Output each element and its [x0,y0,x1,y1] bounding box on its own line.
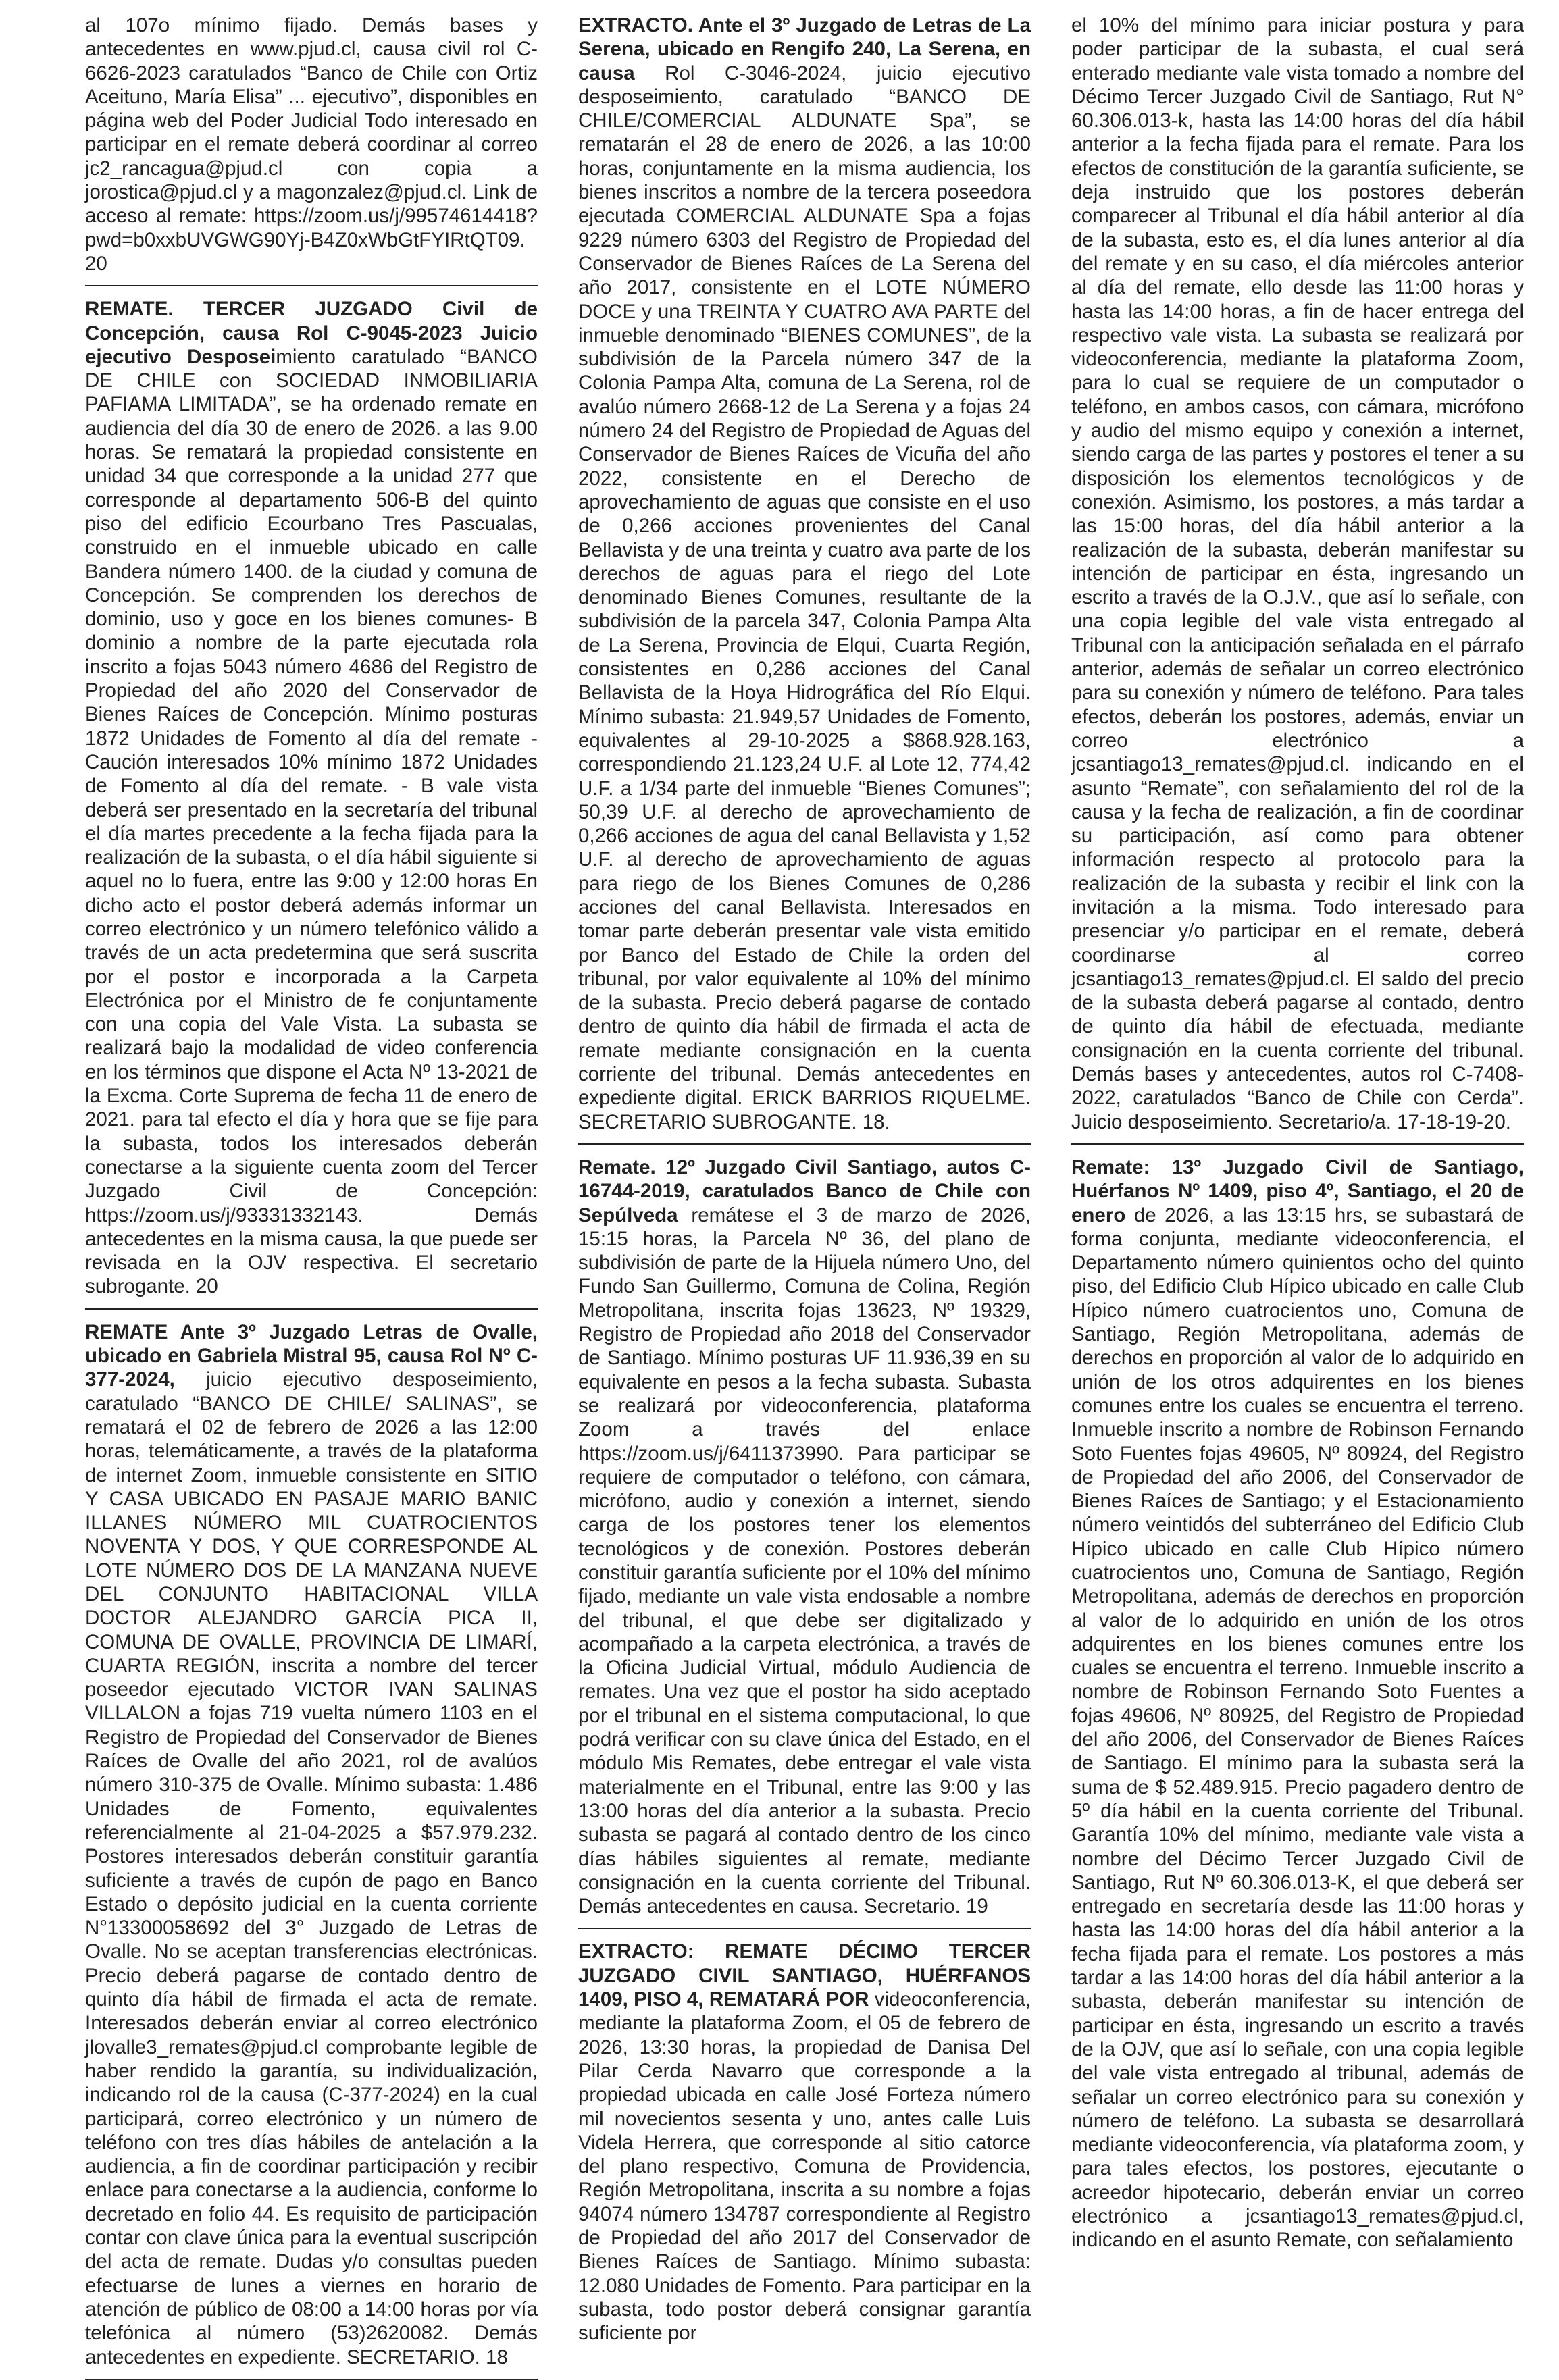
notice-lead: EXTRACTO: REMATE DÉCIMO TERCER JUZGADO CIVIL SANTIAGO, HUÉRFANOS 1409, PISO 4, REMATARÁ POR [578,1940,1031,2011]
notice-continuation-13-santiago [1071,14,1524,1134]
column-1 [85,14,538,2369]
notice-separator [85,1308,538,1310]
notice-body: juicio ejecutivo desposeimiento, caratulado “BANCO DE CHILE/ SALINAS”, se rematará el 02 de febrero de 2026 a las 12:00 horas, telemáticamente, a través de la plataforma de internet Zoom, inmueble consistente en SITIO Y CASA UBICADO EN PASAJE MARIO BANIC ILLANES NÚMERO MIL CUATROCIENTOS NOVENTA Y DOS, Y QUE CORRESPONDE AL LOTE NÚMERO DOS DE LA MANZANA NUEVE DEL CONJUNTO HABITACIONAL VILLA DOCTOR ALEJANDRO GARCÍA PICA II, COMUNA DE OVALLE, PROVINCIA DE LIMARÍ, CUARTA REGIÓN, inscrita a nombre del tercer poseedor ejecutado VICTOR IVAN SALINAS VILLALON a fojas 719 vuelta número 1103 en el Registro de Propiedad del Conservador de Bienes Raíces de Ovalle del año 2021, rol de avalúos número 310-375 de Ovalle. Mínimo subasta: 1.486 Unidades de Fomento, equivalentes referencialmente al 21-04-2025 a $57.979.232. Postores interesados deberán constituir garantía suficiente a través de cupón de pago en Banco Estado o depósito judicial en la cuenta corriente N°13300058692 del 3° Juzgado de Letras de Ovalle. No se aceptan transferencias electrónicas. Precio deberá pagarse de contado dentro de quinto día hábil de firmada el acta de remate. Interesados deberán enviar al correo electrónico jlovalle3_remates@pjud.cl comprobante legible de haber rendido la garantía, su individualización, indicando rol de la causa (C-377-2024) en la cual participará, correo electrónico y un número de teléfono con tres días hábiles de antelación a la audiencia, a fin de coordinar participación y recibir enlace para conectarse a la audiencia, conforme lo decretado en folio 44. Es requisito de participación contar con clave única para la eventual suscripción del acta de remate. Dudas y/o consultas pueden efectuarse de lunes a viernes en horario de atención de público de 08:00 a 14:00 horas por vía telefónica al número (53)2620082. Demás antecedentes en expediente. SECRETARIO. 18 [85,1368,538,2369]
notice-separator [578,1928,1031,1929]
notice-separator [85,2379,538,2380]
notice-extracto-la-serena [578,14,1031,1134]
notice-lead: Remate: 13º Juzgado Civil de Santiago, Huérfanos Nº 1409, piso 4º, Santiago, el 20 de enero [1071,1156,1524,1226]
notice-text [578,14,1031,1134]
notice-lead: EXTRACTO. Ante el 3º Juzgado de Letras de La Serena, ubicado en Rengifo 240, La Serena, en causa [578,14,1031,84]
notice-text [578,1156,1031,1919]
notice-text [85,297,538,1298]
notice-remate-13-santiago-club-hipico [1071,1156,1524,2252]
notice-text [85,1320,538,2369]
notice-lead: REMATE Ante 3º Juzgado Letras de Ovalle, ubicado en Gabriela Mistral 95, causa Rol Nº C-377-2024, [85,1320,538,1391]
notice-text [578,1940,1031,2345]
notice-separator [1071,1143,1524,1145]
notice-lead: REMATE. TERCER JUZGADO Civil de Concepción, causa Rol C-9045-2023 Juicio ejecutivo Desposei [85,298,538,368]
notice-text [1071,14,1524,1134]
notice-remate-ovalle [85,1320,538,2369]
notice-remate-12-santiago [578,1156,1031,1919]
notice-body: Rol C-3046-2024, juicio ejecutivo desposeimiento, caratulado “BANCO DE CHILE/COMERCIAL ALDUNATE Spa”, se rematarán el 28 de enero de 2026, a las 10:00 horas, conjuntamente en la misma audiencia, los bienes inscritos a nombre de la tercera poseedora ejecutada COMERCIAL ALDUNATE Spa a fojas 9229 número 6303 del Registro de Propiedad del Conservador de Bienes Raíces de La Serena del año 2017, consistente en el LOTE NÚMERO DOCE y una TREINTA Y CUATRO AVA PARTE del inmueble denominado “BIENES COMUNES”, de la subdivisión de la Parcela número 347 de la Colonia Pampa Alta, comuna de La Serena, rol de avalúo número 2668-12 de La Serena y a fojas 24 número 24 del Registro de Propiedad de Aguas del Conservador de Bienes Raíces de Vicuña del año 2022, consistente en el Derecho de aprovechamiento de aguas que consiste en el uso de 0,266 acciones provenientes del Canal Bellavista y de una treinta y cuatro ava parte de los derechos de aguas para el riego del Lote denominado Bienes Comunes, resultante de la subdivisión de la parcela 347, Colonia Pampa Alta de La Serena, Provincia de Elqui, Cuarta Región, consistentes en 0,286 acciones del Canal Bellavista de la Hoya Hidrográfica del Río Elqui. Mínimo subasta: 21.949,57 Unidades de Fomento, equivalentes al 29-10-2025 a $868.928.163, correspondiendo 21.123,24 U.F. al Lote 12, 774,42 U.F. a 1/34 parte del inmueble “Bienes Comunes”; 50,39 U.F. al derecho de aprovechamiento de 0,266 acciones de agua del canal Bellavista y 1,52 U.F. al derecho de aprovechamiento de aguas para riego de los Bienes Comunes de 0,286 acciones del canal Bellavista. Interesados en tomar parte deberán presentar vale vista emitido por Banco del Estado de Chile la orden del tribunal, por valor equivalente al 10% del mínimo de la subasta. Precio deberá pagarse de contado dentro de quinto día hábil de firmada el acta de remate mediante consignación en la cuenta corriente del tribunal. Demás antecedentes en expediente digital. ERICK BARRIOS RIQUELME. SECRETARIO SUBROGANTE. 18. [578,61,1031,1133]
notice-body: de 2026, a las 13:15 hrs, se subastará de forma conjunta, mediante videoconferencia, el Departamento número quinientos ocho del quinto piso, del Edificio Club Hípico ubicado en calle Club Hípico número cuatrocientos uno, Comuna de Santiago, Región Metropolitana, además de derechos en proporción al valor de lo adquirido en unión de los otros adquirentes en los bienes comunes entre los cuales se encuentra el terreno. Inmueble inscrito a nombre de Robinson Fernando Soto Fuentes fojas 49605, Nº 80924, del Registro de Propiedad del año 2006, del Conservador de Bienes Raíces de Santiago; y el Estacionamiento número veintidós del subterráneo del Edificio Club Hípico ubicado en calle Club Hípico número cuatrocientos uno, Comuna de Santiago, Región Metropolitana, además de derechos en proporción al valor de lo adquirido en unión de los otros adquirentes en los bienes comunes entre los cuales se encuentra el terreno. Inmueble inscrito a nombre de Robinson Fernando Soto Fuentes a fojas 49606, Nº 80925, del Registro de Propiedad del año 2006, del Conservador de Bienes Raíces de Santiago. El mínimo para la subasta será la suma de $ 52.489.915. Precio pagadero dentro de 5º día hábil en la cuenta corriente del Tribunal. Garantía 10% del mínimo, mediante vale vista a nombre del Décimo Tercer Juzgado Civil de Santiago, Rut Nº 60.306.013-K, el que deberá ser entregado en secretaría desde las 11:00 horas y hasta las 14:00 horas del día hábil anterior a la fecha fijada para el remate. Los postores a más tardar a las 14:00 horas del día hábil anterior a la subasta, deberán manifestar su intención de participar en ésta, ingresando un escrito a través de la OJV, que así lo señale, con una copia legible del vale vista entregado al tribunal, además de señalar un correo electrónico para su conexión y número de teléfono. La subasta se desarrollará mediante videoconferencia, vía plataforma zoom, y para tales efectos, los postores, ejecutante o acreedor hipotecario, deberán enviar un correo electrónico a jcsantiago13_remates@pjud.cl, indicando en el asunto Remate, con señalamiento [1071,1204,1524,2252]
notice-body: miento caratulado “BANCO DE CHILE con SOCIEDAD INMOBILIARIA PAFIAMA LIMITADA”, se ha ordenado remate en audiencia del día 30 de enero de 2026. a las 9.00 horas. Se rematará la propiedad consistente en unidad 34 que corresponde a la unidad 277 que corresponde al departamento 506-B del quinto piso del edificio Ecourbano Tres Pascualas, construido en el inmueble ubicado en calle Bandera número 1400. de la ciudad y comuna de Concepción. Se comprenden los derechos de dominio, uso y goce en los bienes comunes- B dominio a nombre de la parte ejecutada rola inscrito a fojas 5043 número 4686 del Registro de Propiedad del año 2020 del Conservador de Bienes Raíces de Concepción. Mínimo posturas 1872 Unidades de Fomento al día del remate - Caución interesados 10% mínimo 1872 Unidades de Fomento al día del remate. - B vale vista deberá ser presentado en la secretaría del tribunal el día martes precedente a la fecha fijada para la realización de la subasta, o el día hábil siguiente si aquel no lo fuera, entre las 9:00 y 12:00 horas En dicho acto el postor deberá además informar un correo electrónico y un número telefónico válido a través de un acta predetermina que será suscrita por el postor e incorporada a la Carpeta Electrónica por el Ministro de fe conjuntamente con una copia del Vale Vista. La subasta se realizará bajo la modalidad de video conferencia en los términos que dispone el Acta Nº 13-2021 de la Excma. Corte Suprema de fecha 11 de enero de 2021. para tal efecto el día y hora que se fije para la subasta, todos los interesados deberán conectarse a la siguiente cuenta zoom del Tercer Juzgado Civil de Concepción: https://zoom.us/j/93331332143. Demás antecedentes en la misma causa, la que puede ser revisada en la OJV respectiva. El secretario subrogante. 20 [85,345,538,1298]
notice-separator [85,285,538,286]
notice-body: al 107o mínimo fijado. Demás bases y antecedentes en www.pjud.cl, causa civil rol C-6626-2023 caratulados “Banco de Chile con Ortiz Aceituno, María Elisa” ... ejecutivo”, disponibles en página web del Poder Judicial Todo interesado en participar en el remate deberá coordinar al correo jc2_rancagua@pjud.cl con copia a jorostica@pjud.cl y a magonzalez@pjud.cl. Link de acceso al remate: https://zoom.us/j/99574614418?pwd=b0xxbUVGWG90Yj-B4Z0xWbGtFYIRtQT09. 20 [85,14,538,275]
notice-separator [578,1143,1031,1145]
column-2 [578,14,1031,2345]
notice-remate-concepcion [85,297,538,1298]
notice-lead: Remate. 12º Juzgado Civil Santiago, autos C-16744-2019, caratulados Banco de Chile con Sepúlveda [578,1156,1031,1226]
column-3 [1071,14,1524,2252]
notice-body: videoconferencia, mediante la plataforma Zoom, el 05 de febrero de 2026, 13:30 horas, la propiedad de Danisa Del Pilar Cerda Navarro que corresponde a la propiedad ubicada en calle José Forteza número mil novecientos sesenta y uno, antes calle Luis Videla Herrera, que corresponde al sitio catorce del plano respectivo, Comuna de Providencia, Región Metropolitana, inscrita a su nombre a fojas 94074 número 134787 correspondiente al Registro de Propiedad del año 2017 del Conservador de Bienes Raíces de Santiago. Mínimo subasta: 12.080 Unidades de Fomento. Para participar en la subasta, todo postor deberá consignar garantía suficiente por [578,1988,1031,2345]
notice-body: remátese el 3 de marzo de 2026, 15:15 horas, la Parcela Nº 36, del plano de subdivisión de parte de la Hijuela número Uno, del Fundo San Guillermo, Comuna de Colina, Región Metropolitana, inscrita fojas 13623, Nº 19329, Registro de Propiedad año 2018 del Conservador de Santiago. Mínimo posturas UF 11.936,39 en su equivalente en pesos a la fecha subasta. Subasta se realizará por videoconferencia, plataforma Zoom a través del enlace https://zoom.us/j/6411373990. Para participar se requiere de computador o teléfono, con cámara, micrófono, audio y conexión a internet, siendo carga de los postores tener los elementos tecnológicos y de conexión. Postores deberán constituir garantía suficiente por el 10% del mínimo fijado, mediante un vale vista endosable a nombre del tribunal, el que debe ser digitalizado y acompañado a la carpeta electrónica, a través de la Oficina Judicial Virtual, módulo Audiencia de remates. Una vez que el postor ha sido aceptado por el tribunal en el sistema computacional, lo que podrá verificar con su clave única del Estado, en el módulo Mis Remates, debe entregar el vale vista materialmente en el Tribunal, entre las 9:00 y las 13:00 horas del día anterior a la subasta. Precio subasta se pagará al contado dentro de los cinco días hábiles siguientes al remate, mediante consignación en la cuenta corriente del Tribunal. Demás antecedentes en causa. Secretario. 19 [578,1204,1031,1918]
notice-continuation-rancagua [85,14,538,276]
notice-body: el 10% del mínimo para iniciar postura y para poder participar de la subasta, el cual será enterado mediante vale vista tomado a nombre del Décimo Tercer Juzgado Civil de Santiago, Rut N° 60.306.013-k, hasta las 14:00 horas del día hábil anterior a la fecha fijada para el remate. Para los efectos de constitución de la garantía suficiente, se deja instruido que los postores deberán comparecer al Tribunal el día hábil anterior al día de la subasta, esto es, el día lunes anterior al día del remate y en su caso, el día miércoles anterior al día del remate, ello desde las 11:00 horas y hasta las 14:00 horas, a fin de hacer entrega del respectivo vale vista. La subasta se realizará por videoconferencia, mediante la plataforma Zoom, para lo cual se requiere de un computador o teléfono, en ambos casos, con cámara, micrófono y audio del mismo equipo y conexión a internet, siendo carga de las partes y postores el tener a su disposición los elementos tecnológicos y de conexión. Asimismo, los postores, a más tardar a las 15:00 horas, del día hábil anterior a la realización de la subasta, deberán manifestar su intención de participar en ésta, ingresando un escrito a través de la O.J.V., que así lo señale, con una copia legible del vale vista entregado al Tribunal con la anticipación señalada en el párrafo anterior, además de señalar un correo electrónico para su conexión y número de teléfono. Para tales efectos, deberán los postores, además, enviar un correo electrónico a jcsantiago13_remates@pjud.cl. indicando en el asunto “Remate”, con señalamiento del rol de la causa y la fecha de realización, a fin de coordinar su participación, así como para obtener información respecto al protocolo para la realización de la subasta y recibir el link con la invitación a la misma. Todo interesado para presenciar y/o participar en el remate, deberá coordinarse al correo jcsantiago13_remates@pjud.cl. El saldo del precio de la subasta deberá pagarse al contado, dentro de quinto día hábil de efectuada, mediante consignación en la cuenta corriente del tribunal. Demás bases y antecedentes, autos rol C-7408-2022, caratulados “Banco de Chile con Cerda”. Juicio desposeimiento. Secretario/a. 17-18-19-20. [1071,14,1524,1133]
notice-text [1071,1156,1524,2252]
notice-text [85,14,538,276]
notice-extracto-13-santiago [578,1940,1031,2345]
